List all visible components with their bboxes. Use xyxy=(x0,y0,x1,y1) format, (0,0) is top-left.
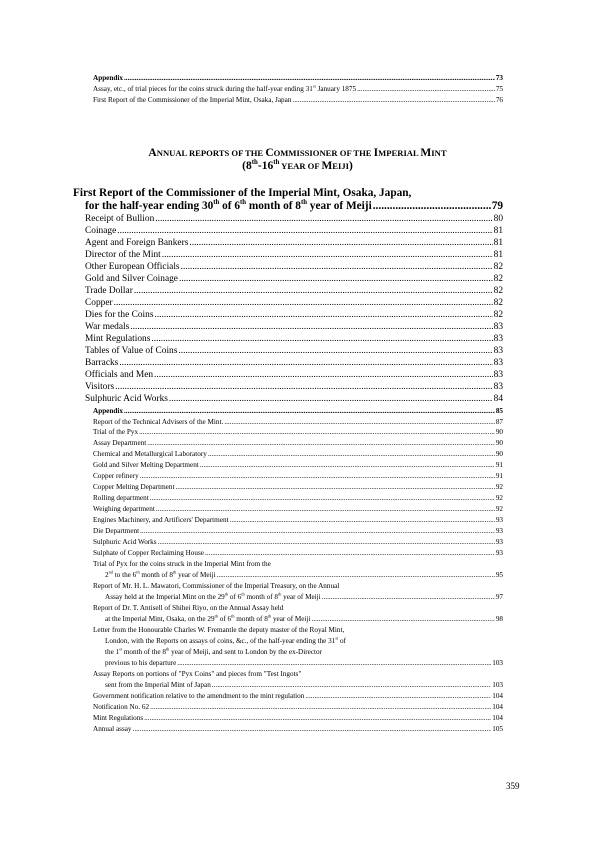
toc-entry-antisell-line-1: Report of Dr. T. Antisell of Shihei Riyo, on the Annual Assay held xyxy=(93,604,284,612)
toc-entry-label: First Report of the Commissioner of the Imperial Mint, Osaka, Japan xyxy=(93,96,292,104)
toc-entry[interactable]: Assay Department ..... 90 xyxy=(93,438,503,448)
toc-entry[interactable]: Coinage ..... 81 xyxy=(85,226,503,237)
toc-entry[interactable]: Mint Regulations ..... 104 xyxy=(93,713,503,723)
toc-entry-mawatori-line-2[interactable]: Assay held at the Imperial Mint on the 29th of 6th month of 8th year of Meiji ..... 97 xyxy=(105,592,503,602)
section-title-line-1: ANNUAL REPORTS OF THE COMMISSIONER OF THE IMPERIAL MINT xyxy=(148,147,447,159)
toc-entry[interactable]: Gold and Silver Coinage ..... 82 xyxy=(85,274,503,285)
toc-entry[interactable]: Sulphate of Copper Reclaiming House ..... 93 xyxy=(93,548,503,558)
toc-entry[interactable]: Weighing department ..... 92 xyxy=(93,504,503,514)
toc-entry[interactable]: Sulphuric Acid Works ..... 93 xyxy=(93,537,503,547)
toc-entry-pyx-line-1: Trial of Pyx for the coins struck in the Imperial Mint from the xyxy=(93,560,271,568)
toc-entry-appendix-73[interactable] xyxy=(93,73,503,83)
toc-entry[interactable]: Director of the Mint ..... 81 xyxy=(85,250,503,261)
toc-entry[interactable]: Rolling department ..... 92 xyxy=(93,493,503,503)
toc-entry-page: 75 xyxy=(495,85,503,93)
toc-entry[interactable]: Sulphuric Acid Works ..... 84 xyxy=(85,394,503,405)
toc-entry[interactable]: Copper refinery ..... 91 xyxy=(93,471,503,481)
toc-entry-pyx-line-2[interactable]: 2nd to the 6th month of 8th year of Meiji ..... 95 xyxy=(105,570,503,580)
toc-entry[interactable]: Notification No. 62 ..... 104 xyxy=(93,702,503,712)
toc-entry[interactable]: Trial of the Pyx ..... 90 xyxy=(93,427,503,437)
toc-entry[interactable]: Copper ..... 82 xyxy=(85,298,503,309)
toc-entry[interactable]: Agent and Foreign Bankers ..... 81 xyxy=(85,238,503,249)
toc-entry-page: 76 xyxy=(495,96,503,104)
toc-entry[interactable]: Engines Machinery, and Artificers' Department ..... 93 xyxy=(93,515,503,525)
toc-entry-assay-reports-line-1: Assay Reports on portions of "Pyx Coins" and pieces from "Test Ingots" xyxy=(93,670,302,678)
toc-entry[interactable]: Gold and Silver Melting Department ..... 91 xyxy=(93,460,503,470)
toc-entry-assay-reports-line-2[interactable]: sent from the Imperial Mint of Japan ..... 103 xyxy=(105,680,503,690)
toc-entry-page: 73 xyxy=(495,74,503,82)
toc-entry-trial-pieces[interactable]: Assay, etc., of trial pieces for the coins struck during the half-year ending 31st January 1875 ..... 75 xyxy=(93,84,503,94)
toc-entry[interactable]: War medals ..... 83 xyxy=(85,322,503,333)
toc-entry[interactable]: Chemical and Metallurgical Laboratory ..... 90 xyxy=(93,449,503,459)
toc-entry[interactable]: Die Department ..... 93 xyxy=(93,526,503,536)
toc-entry-mawatori-line-1: Report of Mr. H. L. Mawatori, Commissioner of the Imperial Treasury, on the Annual xyxy=(93,582,340,590)
toc-entry[interactable]: Officials and Men ..... 83 xyxy=(85,370,503,381)
toc-entry[interactable]: Trade Dollar ..... 82 xyxy=(85,286,503,297)
main-heading-line-2[interactable]: for the half-year ending 30th of 6th month of 8th year of Meiji ..... 79 xyxy=(85,200,503,213)
toc-entry[interactable]: Barracks ..... 83 xyxy=(85,358,503,369)
toc-entry-label: Assay, etc., of trial pieces for the coins struck during the half-year ending 31 xyxy=(93,85,313,93)
main-heading-line-1: First Report of the Commissioner of the Imperial Mint, Osaka, Japan, xyxy=(73,187,412,199)
toc-entry[interactable]: Other European Officials ..... 82 xyxy=(85,262,503,273)
toc-entry-antisell-line-2[interactable]: at the Imperial Mint, Osaka, on the 29th of 6th month of 8th year of Meiji ..... 98 xyxy=(105,614,503,624)
toc-entry-fremantle-line-3: the 1st month of the 8th year of Meiji, and sent to London by the ex-Director xyxy=(105,646,323,656)
section-title-line-2: (8th-16th YEAR OF MEIJI) xyxy=(242,159,353,172)
toc-entry[interactable]: Copper Melting Department ..... 92 xyxy=(93,482,503,492)
toc-entry[interactable]: Dies for the Coins ..... 82 xyxy=(85,310,503,321)
toc-entry-fremantle-line-1: Letter from the Honourable Charles W. Fremantle the deputy master of the Royal Mint, xyxy=(93,626,345,634)
toc-entry-fremantle-line-2: London, with the Reports on assays of coins, &c., of the half-year ending the 31st of xyxy=(105,635,347,645)
toc-entry-fremantle-line-4[interactable]: previous to his departure ..... 103 xyxy=(105,658,503,668)
toc-entry-page: 79 xyxy=(491,200,503,212)
toc-entry[interactable]: Receipt of Bullion ..... 80 xyxy=(85,214,503,225)
toc-entry[interactable]: Mint Regulations ..... 83 xyxy=(85,334,503,345)
toc-entry-first-report[interactable] xyxy=(93,95,503,105)
toc-entry[interactable]: Annual assay ..... 105 xyxy=(93,724,503,734)
toc-entry[interactable]: Government notification relative to the amendment to the mint regulation ..... 104 xyxy=(93,691,503,701)
toc-entry[interactable]: Tables of Value of Coins ..... 83 xyxy=(85,346,503,357)
toc-entry-appendix-85[interactable]: Appendix ..... 85 xyxy=(93,406,503,416)
toc-entry-label: Appendix xyxy=(93,74,123,82)
page-number: 359 xyxy=(506,781,520,791)
toc-entry[interactable]: Report of the Technical Advisers of the Mint. ..... 87 xyxy=(93,417,503,427)
toc-entry[interactable]: Visitors ..... 83 xyxy=(85,382,503,393)
